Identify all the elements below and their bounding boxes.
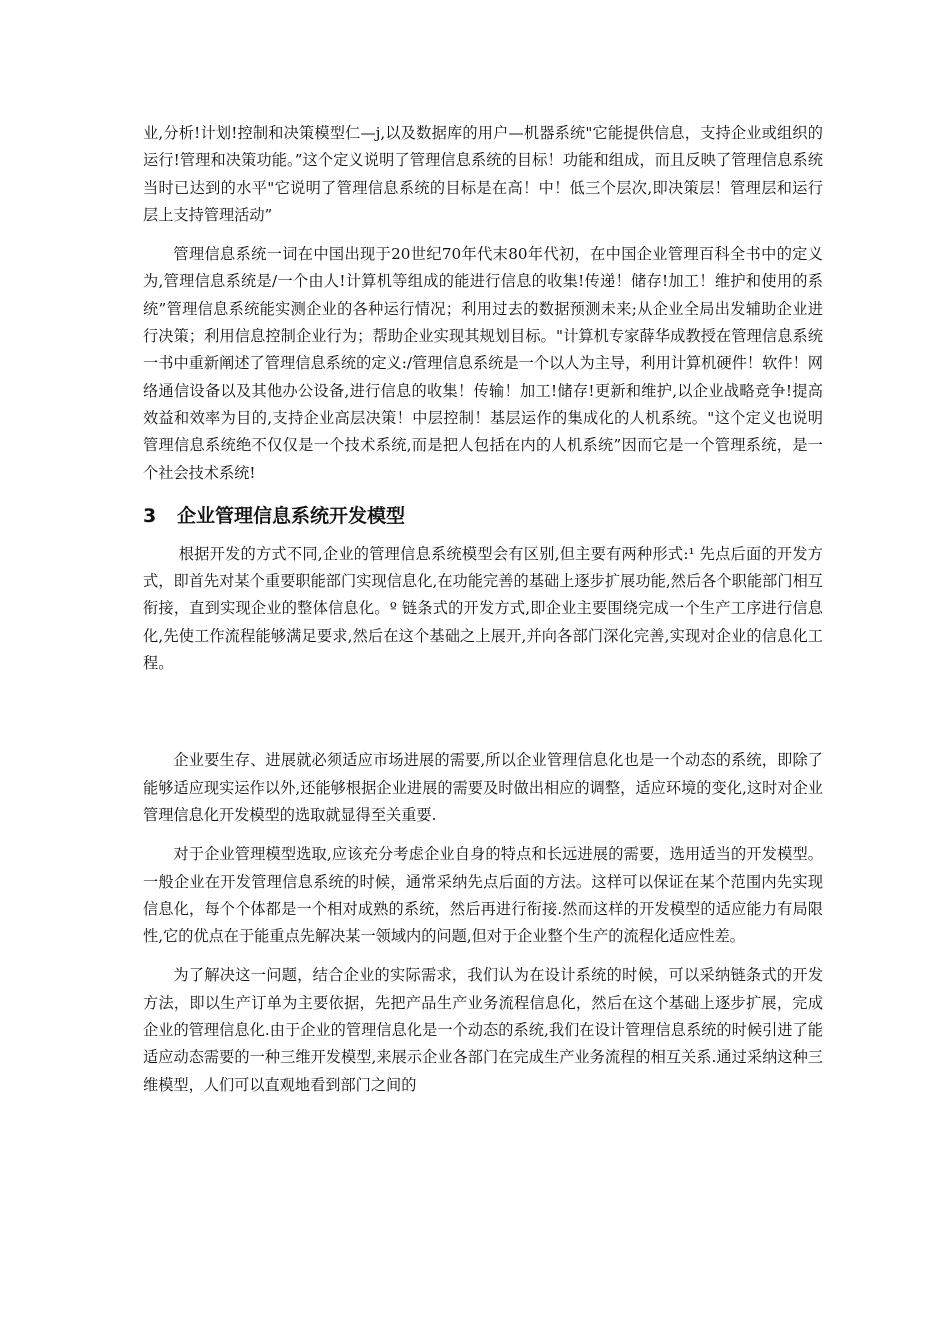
paragraph-chain-method: 为了解决这一问题，结合企业的实际需求，我们认为在设计系统的时候，可以采纳链条式的开发方法，即以生产订单为主要依据，先把产品生产业务流程信息化，然后在这个基础上逐步扩展，完成企业的管理信息化.由于企业的管理信息化是一个动态的系统,我们在设计管理信息系统的时候引进了能适应动态需要的一种三维开发模型,来展示企业各部门在完成生产业务流程的相互关系.通过采纳这种三维模型，人们可以直观地看到部门之间的 — [143, 966, 823, 1094]
document-body — [143, 120, 823, 1099]
section-heading — [143, 503, 823, 529]
paragraph-development-forms: 根据开发的方式不同,企业的管理信息系统模型会有区别,但主要有两种形式:¹ 先点后面的开发方式，即首先对某个重要职能部门实现信息化,在功能完善的基础上逐步扩展功能,然后各个职能部门相互衔接，直到实现企业的整体信息化。º 链条式的开发方式,即企业主要围绕完成一个生产工序进行信息化,先使工作流程能够满足要求,然后在这个基础之上展开,并向各部门深化完善,实现对企业的信息化工程。 — [143, 544, 823, 673]
paragraph-mis-definition-china: 管理信息系统一词在中国出现于20世纪70年代末80年代初，在中国企业管理百科全书中的定义为,管理信息系统是/一个由人!计算机等组成的能进行信息的收集!传递！储存!加工！维护和使用的系统”管理信息系统能实测企业的各种运行情况；利用过去的数据预测未来;从企业全局出发辅助企业进行决策；利用信息控制企业行为；帮助企业实现其规划目标。"计算机专家薛华成教授在管理信息系统一书中重新阐述了管理信息系统的定义:/管理信息系统是一个以人为主导，利用计算机硬件！软件！网络通信设备以及其他办公设备,进行信息的收集！传输！加工!储存!更新和维护,以企业战略竞争!提高效益和效率为目的,支持企业高层决策！中层控制！基层运作的集成化的人机系统。"这个定义也说明管理信息系统绝不仅仅是一个技术系统,而是把人包括在内的人机系统”因而它是一个管理系统，是一个社会技术系统! — [143, 245, 823, 482]
paragraph-continued-definition: 业,分析!计划!控制和决策模型仁—j,以及数据库的用户—机器系统"它能提供信息，支持企业或组织的运行!管理和决策功能。”这个定义说明了管理信息系统的目标！功能和组成，而且反映了管理信息系统当时已达到的水平"它说明了管理信息系统的目标是在高！中！低三个层次,即决策层！管理层和运行层上支持管理活动” — [143, 124, 823, 224]
section-number: 3 — [143, 504, 157, 527]
paragraph-model-selection: 对于企业管理模型选取,应该充分考虑企业自身的特点和长远进展的需要，选用适当的开发模型。一般企业在开发管理信息系统的时候，通常采纳先点后面的方法。这样可以保证在某个范围内先实现信息化，每个个体都是一个相对成熟的系统，然后再进行衔接.然而这样的开发模型的适应能力有局限性,它的优点在于能重点先解决某一领域内的问题,但对于企业整个生产的流程化适应性差。 — [143, 845, 823, 946]
paragraph-dynamic-system: 企业要生存、进展就必须适应市场进展的需要,所以企业管理信息化也是一个动态的系统，即除了能够适应现实运作以外,还能够根据企业进展的需要及时做出相应的调整，适应环境的变化,这时对企业管理信息化开发模型的选取就显得至关重要. — [143, 751, 823, 824]
section-title: 企业管理信息系统开发模型 — [177, 504, 406, 527]
